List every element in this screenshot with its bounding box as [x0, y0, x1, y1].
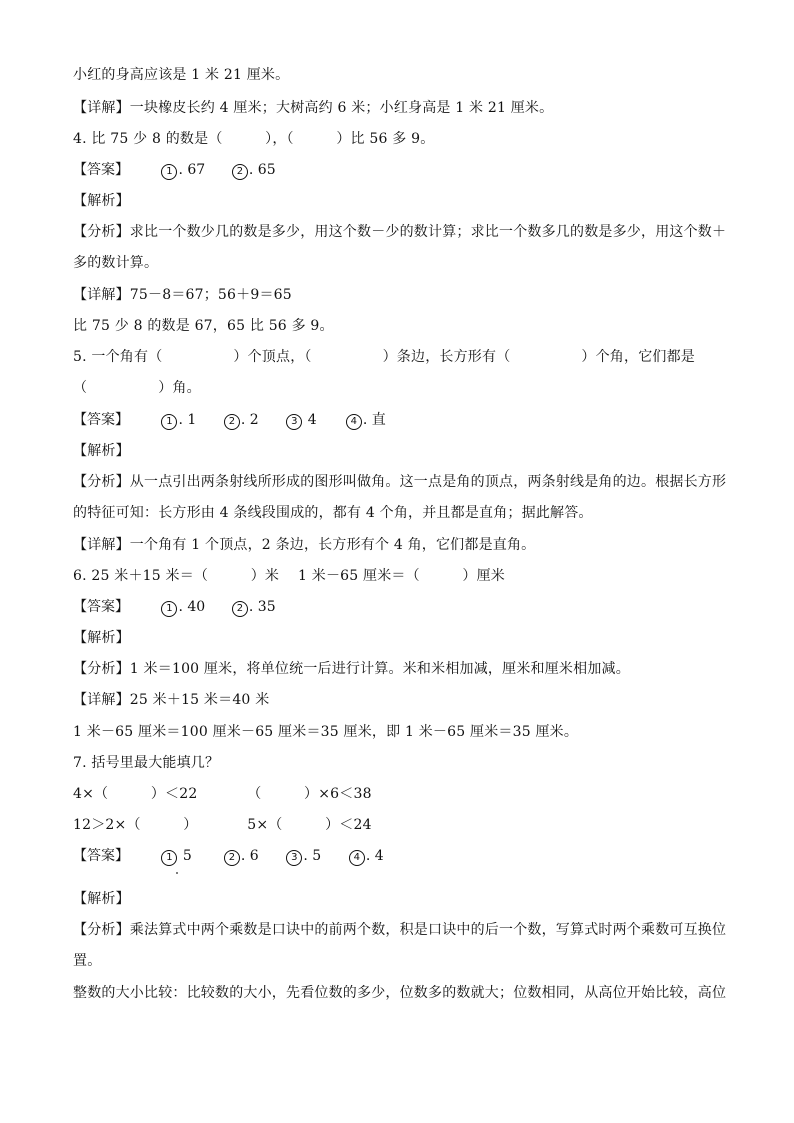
stray-mark: [176, 872, 178, 874]
answer-row-q4: [73, 162, 276, 180]
answer-item: 2 . 35: [232, 599, 276, 617]
text-line: 小红的身高应该是 1 米 21 厘米。: [73, 67, 290, 83]
answer-item: 2 . 2: [224, 412, 282, 430]
text-line: 4×（ ）＜22 （ ）×6＜38: [73, 786, 372, 802]
text-line: 【分析】求比一个数少几的数是多少，用这个数－少的数计算；求比一个数多几的数是多少，用这个数＋: [73, 224, 727, 240]
text-line: 【详解】一块橡皮长约 4 厘米；大树高约 6 米；小红身高是 1 米 21 厘米。: [73, 100, 554, 116]
answer-item: 3 . 5: [286, 848, 344, 866]
question-6: 6. 25 米＋15 米＝（ ）米 1 米－65 厘米＝（ ）厘米: [73, 568, 506, 584]
answer-item: 4 . 直: [346, 412, 386, 430]
answer-label: 【答案】: [73, 848, 129, 864]
answer-item: 1 5: [161, 848, 219, 866]
text-line: 【详解】75－8＝67；56＋9＝65: [73, 287, 292, 303]
text-line: 【详解】25 米＋15 米＝40 米: [73, 692, 270, 708]
analysis-label: 【解析】: [73, 891, 130, 907]
answer-row-q5: [73, 412, 386, 430]
text-line: 【详解】一个角有 1 个顶点，2 条边，长方形有个 4 角，它们都是直角。: [73, 537, 536, 553]
question-5: 5. 一个角有（ ）个顶点，（ ）条边，长方形有（ ）个角，它们都是: [73, 349, 696, 365]
analysis-label: 【解析】: [73, 443, 130, 459]
answer-label: 【答案】: [73, 412, 129, 428]
text-line: 【分析】1 米＝100 厘米，将单位统一后进行计算。米和米相加减，厘米和厘米相加减。: [73, 661, 630, 677]
answer-label: 【答案】: [73, 599, 129, 615]
analysis-label: 【解析】: [73, 630, 130, 646]
text-line: 的特征可知：长方形由 4 条线段围成的，都有 4 个角，并且都是直角；据此解答。: [73, 505, 593, 521]
analysis-label: 【解析】: [73, 193, 130, 209]
question-7: 7. 括号里最大能填几？: [73, 755, 220, 771]
answer-row-q7: [73, 848, 384, 866]
answer-item: 2 . 6: [224, 848, 282, 866]
answer-row-q6: [73, 599, 276, 617]
answer-item: 3 4: [286, 412, 341, 430]
text-line: 多的数计算。: [73, 255, 159, 271]
text-line: 置。: [73, 953, 102, 969]
answer-item: 4 . 4: [349, 848, 384, 866]
answer-item: 2 . 65: [232, 162, 276, 180]
answer-item: 1 . 40: [161, 599, 227, 617]
text-line: （ ）角。: [73, 380, 201, 396]
text-line: 比 75 少 8 的数是 67，65 比 56 多 9。: [73, 318, 334, 334]
question-4: 4. 比 75 少 8 的数是（ ），（ ）比 56 多 9。: [73, 131, 435, 147]
answer-item: 1 . 1: [161, 412, 219, 430]
text-line: 整数的大小比较：比较数的大小，先看位数的多少，位数多的数就大；位数相同，从高位开始比较，高位: [73, 985, 727, 1001]
text-line: 【分析】从一点引出两条射线所形成的图形叫做角。这一点是角的顶点，两条射线是角的边。根据长方形: [73, 474, 727, 490]
answer-label: 【答案】: [73, 162, 129, 178]
answer-item: 1 . 67: [161, 162, 227, 180]
text-line: 【分析】乘法算式中两个乘数是口诀中的前两个数，积是口诀中的后一个数，写算式时两个乘数可互换位: [73, 922, 727, 938]
text-line: 12＞2×（ ） 5×（ ）＜24: [73, 817, 372, 833]
text-line: 1 米－65 厘米＝100 厘米－65 厘米＝35 厘米，即 1 米－65 厘米＝35 厘米。: [73, 724, 579, 740]
